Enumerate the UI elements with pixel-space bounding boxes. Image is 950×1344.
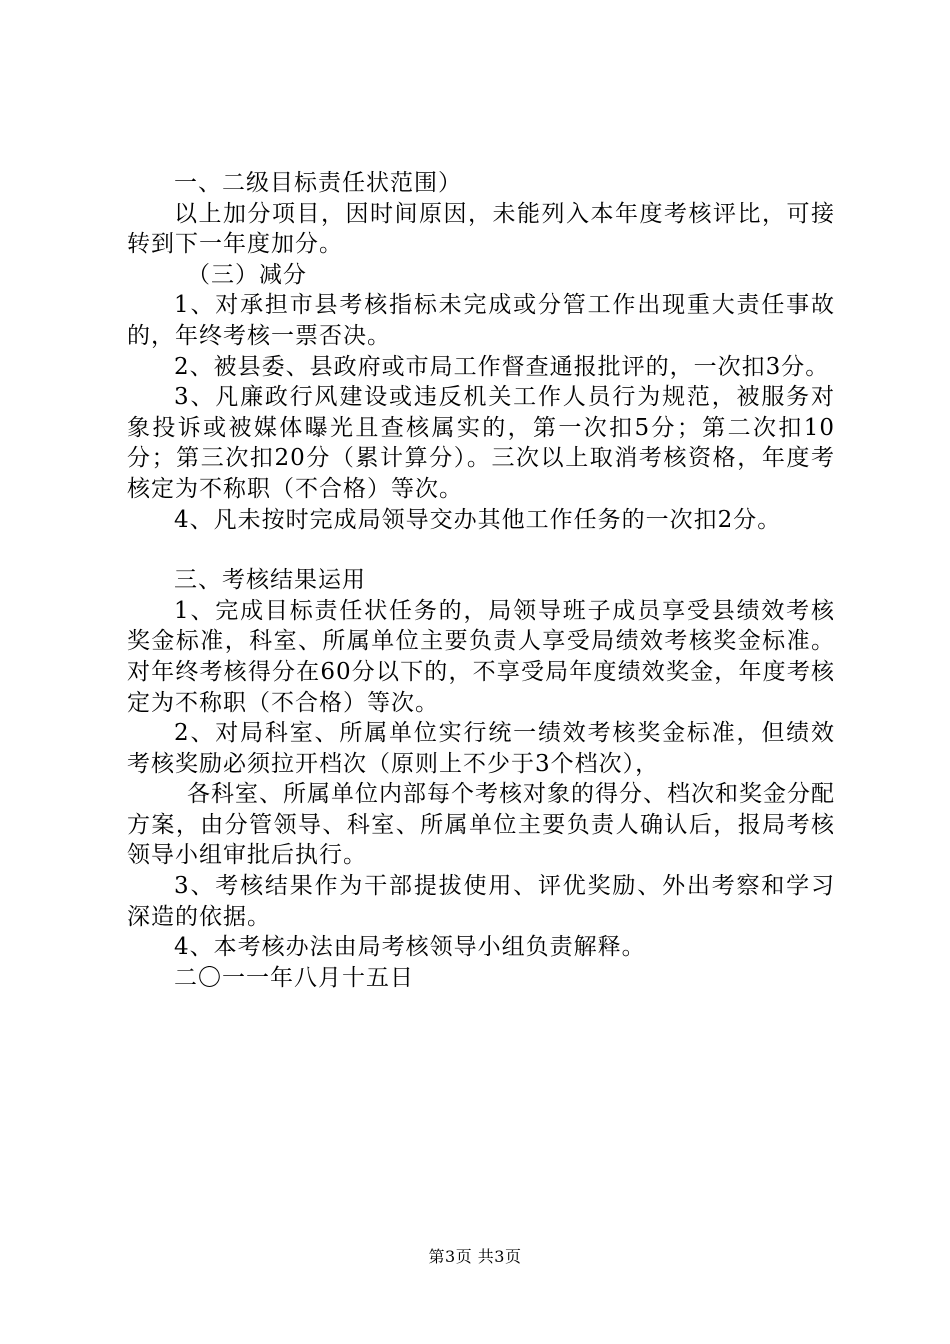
list-item: 2、对局科室、所属单位实行统一绩效考核奖金标准，但绩效考核奖励必须拉开档次（原则上不少于3个档次），: [127, 720, 835, 777]
list-item: 1、对承担市县考核指标未完成或分管工作出现重大责任事故的，年终考核一票否决。: [127, 292, 835, 349]
paragraph: 各科室、所属单位内部每个考核对象的得分、档次和奖金分配方案，由分管领导、科室、所属单位主要负责人确认后，报局考核领导小组审批后执行。: [127, 781, 835, 869]
list-item: 3、考核结果作为干部提拔使用、评优奖励、外出考察和学习深造的依据。: [127, 873, 835, 930]
document-body: [127, 168, 835, 993]
document-date: 二〇一一年八月十五日: [174, 964, 414, 991]
section-heading: 一、二级目标责任状范围）: [174, 170, 462, 196]
list-item: 1、完成目标责任状任务的，局领导班子成员享受县绩效考核奖金标准，科室、所属单位主要负责人享受局绩效考核奖金标准。对年终考核得分在60分以下的，不享受局年度绩效奖金，年度考核定为不称职（不合格）等次。: [127, 597, 835, 716]
list-item: 4、本考核办法由局考核领导小组负责解释。: [174, 934, 646, 961]
paragraph: 以上加分项目，因时间原因，未能列入本年度考核评比，可接转到下一年度加分。: [127, 200, 835, 258]
list-item: 2、被县委、县政府或市局工作督查通报批评的，一次扣3分。: [174, 353, 830, 380]
section-heading: 三、考核结果运用: [174, 567, 366, 594]
list-item: 3、凡廉政行风建设或违反机关工作人员行为规范，被服务对象投诉或被媒体曝光且查核属实的，第一次扣5分；第二次扣10分；第三次扣20分（累计算分）。三次以上取消考核资格，年度考核定为不称职（不合格）等次。: [127, 384, 835, 502]
subsection-heading: （三）减分: [187, 261, 307, 288]
page-number-footer: 第3页 共3页: [428, 1247, 522, 1266]
list-item: 4、凡未按时完成局领导交办其他工作任务的一次扣2分。: [174, 506, 782, 533]
